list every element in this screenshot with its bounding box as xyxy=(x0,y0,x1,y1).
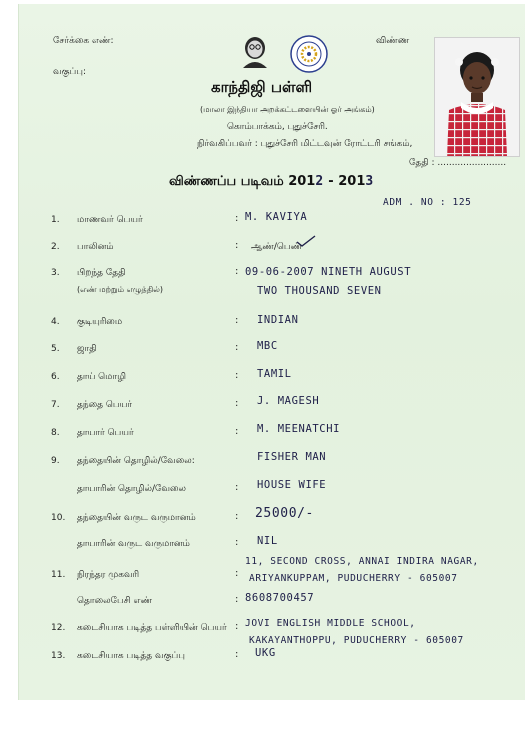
student-photo xyxy=(434,37,520,157)
colon-separator: : xyxy=(235,482,239,493)
field-label: தந்தை பெயர் xyxy=(77,400,132,410)
managed-by-text: நிர்வகிப்பவர் : புதுச்சேரி மிட்டவுன் ரோட்டரி சங்கம், xyxy=(197,139,413,149)
row-number: 7. xyxy=(51,400,60,410)
date-label: தேதி : xyxy=(409,158,435,168)
colon-separator: : xyxy=(235,594,239,605)
date-blank: ........................ xyxy=(437,158,507,168)
colon-separator: : xyxy=(235,621,239,632)
gandhi-portrait-icon xyxy=(235,34,275,68)
row-number: 9. xyxy=(51,456,60,466)
colon-separator: : xyxy=(235,511,239,522)
field-label: பிறந்த தேதி xyxy=(77,268,126,278)
student-name-value: M. KAVIYA xyxy=(245,211,308,223)
field-label: குடியுரிமை xyxy=(77,317,123,327)
field-label: தாயாரின் வருட வருமானம் xyxy=(77,539,190,549)
application-form xyxy=(18,4,525,700)
form-title-year-b: 3 xyxy=(365,174,374,189)
field-label: கடைசியாக படித்த பள்ளியின் பெயர் xyxy=(77,623,227,633)
application-number-label: விண்ண xyxy=(376,36,410,46)
row-number: 11. xyxy=(51,570,66,580)
nationality-value: INDIAN xyxy=(257,314,299,326)
row-number: 10. xyxy=(51,513,66,523)
previous-school-address-value: KAKAYANTHOPPU, PUDUCHERRY - 605007 xyxy=(249,635,464,646)
form-title-sep: - 201 xyxy=(323,174,366,189)
field-label: தாயாரின் தொழில்/வேலை xyxy=(77,484,186,494)
mother-tongue-value: TAMIL xyxy=(257,368,292,380)
field-sublabel: (எண் மற்றும் எழுத்தில்) xyxy=(77,285,163,294)
father-name-value: J. MAGESH xyxy=(257,395,320,407)
school-address: கொம்பாக்கம், புதுச்சேரி. xyxy=(227,122,328,132)
field-label: பாலினம் xyxy=(77,242,114,252)
previous-class-value: UKG xyxy=(255,647,276,659)
father-income-value: 25000/- xyxy=(255,506,314,521)
colon-separator: : xyxy=(235,266,239,277)
row-number: 3. xyxy=(51,268,60,278)
colon-separator: : xyxy=(235,398,239,409)
field-label: நிரந்தர முகவரி xyxy=(77,570,140,580)
field-label: தந்தையின் வருட வருமானம் xyxy=(77,513,196,523)
colon-separator: : xyxy=(235,426,239,437)
row-number: 8. xyxy=(51,428,60,438)
check-mark-icon xyxy=(295,233,317,247)
serial-number-label: சேர்க்கை எண்: xyxy=(53,36,114,46)
mother-occupation-value: HOUSE WIFE xyxy=(257,479,327,491)
address-line1-value: 11, SECOND CROSS, ANNAI INDIRA NAGAR, xyxy=(245,556,479,567)
field-label: தாய் மொழி xyxy=(77,372,126,382)
row-number: 12. xyxy=(51,623,66,633)
row-number: 6. xyxy=(51,372,60,382)
gender-value: ஆண்/பெண் xyxy=(251,242,303,252)
mother-name-value: M. MEENATCHI xyxy=(257,423,341,435)
colon-separator: : xyxy=(235,568,239,579)
field-label: மாணவர் பெயர் xyxy=(77,215,143,225)
dob-value: 09-06-2007 NINETH AUGUST xyxy=(245,266,412,278)
father-occupation-value: FISHER MAN xyxy=(257,451,327,463)
previous-school-value: JOVI ENGLISH MIDDLE SCHOOL, xyxy=(245,618,416,629)
colon-separator: : xyxy=(235,240,239,251)
colon-separator: : xyxy=(235,537,239,548)
address-line2-value: ARIYANKUPPAM, PUDUCHERRY - 605007 xyxy=(249,573,458,584)
row-number: 5. xyxy=(51,344,60,354)
colon-separator: : xyxy=(235,315,239,326)
class-label: வகுப்பு: xyxy=(53,67,86,77)
row-number: 4. xyxy=(51,317,60,327)
form-title-prefix: விண்ணப்ப படிவம் 201 xyxy=(169,174,316,189)
form-title-year-a: 2 xyxy=(315,174,324,189)
mother-income-value: NIL xyxy=(257,535,278,547)
colon-separator: : xyxy=(235,213,239,224)
row-number: 2. xyxy=(51,242,60,252)
affiliation-text: (மாலா இந்தியா அறக்கட்டளையின் ஓர் அங்கம்) xyxy=(200,105,375,114)
dob-words-value: TWO THOUSAND SEVEN xyxy=(257,285,382,297)
phone-value: 8608700457 xyxy=(245,592,315,604)
school-name: காந்திஜி பள்ளி xyxy=(211,78,313,96)
field-label: கடைசியாக படித்த வகுப்பு xyxy=(77,651,185,661)
row-number: 13. xyxy=(51,651,66,661)
colon-separator: : xyxy=(235,342,239,353)
rotary-emblem-icon xyxy=(289,34,329,74)
form-title xyxy=(169,174,374,190)
caste-value: MBC xyxy=(257,340,278,352)
row-number: 1. xyxy=(51,215,60,225)
admission-number: ADM . NO : 125 xyxy=(383,197,472,208)
colon-separator: : xyxy=(235,649,239,660)
date-field xyxy=(409,158,506,169)
colon-separator: : xyxy=(235,370,239,381)
field-label: தாயார் பெயர் xyxy=(77,428,134,438)
field-label: ஜாதி xyxy=(77,344,97,354)
field-label: தந்தையின் தொழில்/வேலை: xyxy=(77,456,195,466)
field-label: தொலைபேசி எண் xyxy=(77,596,153,606)
